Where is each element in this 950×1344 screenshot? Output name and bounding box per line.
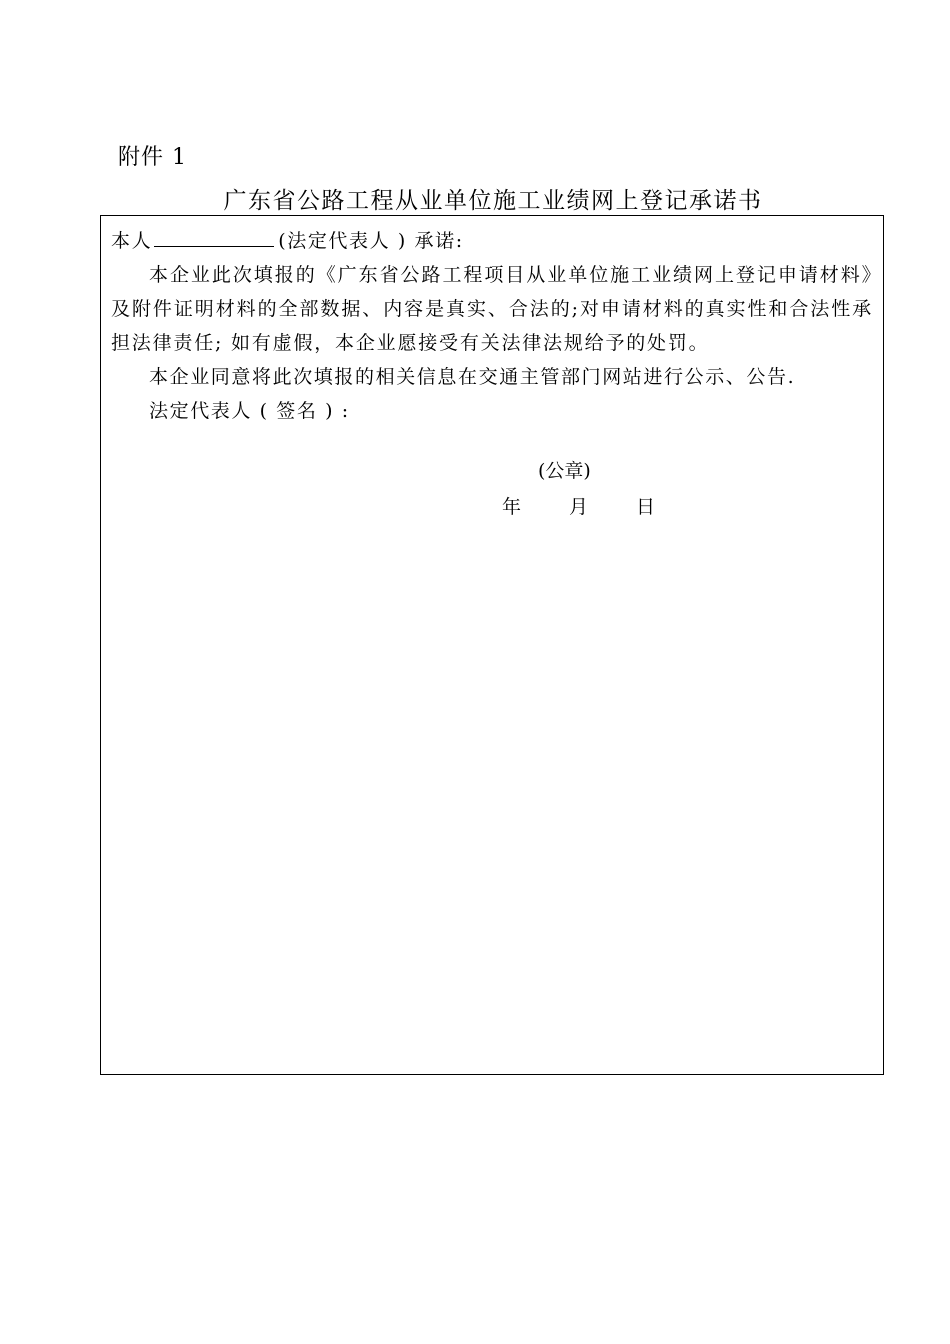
pledge-content <box>111 224 873 428</box>
pledge-form-box <box>100 215 884 1075</box>
date-line <box>502 490 703 524</box>
pledge-paragraph-2: 本企业同意将此次填报的相关信息在交通主管部门网站进行公示、公告. <box>149 366 796 388</box>
name-blank-field[interactable] <box>154 226 274 247</box>
date-year-label: 年 <box>502 496 522 518</box>
seal-label: (公章) <box>538 460 591 482</box>
signature-label: 法定代表人 ( 签名 ) : <box>149 400 350 422</box>
date-day-label: 日 <box>636 496 656 518</box>
date-month-label: 月 <box>569 496 589 518</box>
pledge-prefix: 本人 <box>111 230 153 252</box>
pledge-suffix: (法定代表人 ) 承诺: <box>278 230 464 252</box>
pledge-paragraph-1: 本企业此次填报的《广东省公路工程项目从业单位施工业绩网上登记申请材料》及附件证明材料的全部数据、内容是真实、合法的;对申请材料的真实性和合法性承担法律责任; 如有虚假，本企业愿接受有关法律法规给予的处罚。 <box>111 264 873 354</box>
attachment-label: 附件 1 <box>118 145 187 170</box>
pledge-line <box>111 224 873 258</box>
document-title: 广东省公路工程从业单位施工业绩网上登记承诺书 <box>223 188 763 214</box>
